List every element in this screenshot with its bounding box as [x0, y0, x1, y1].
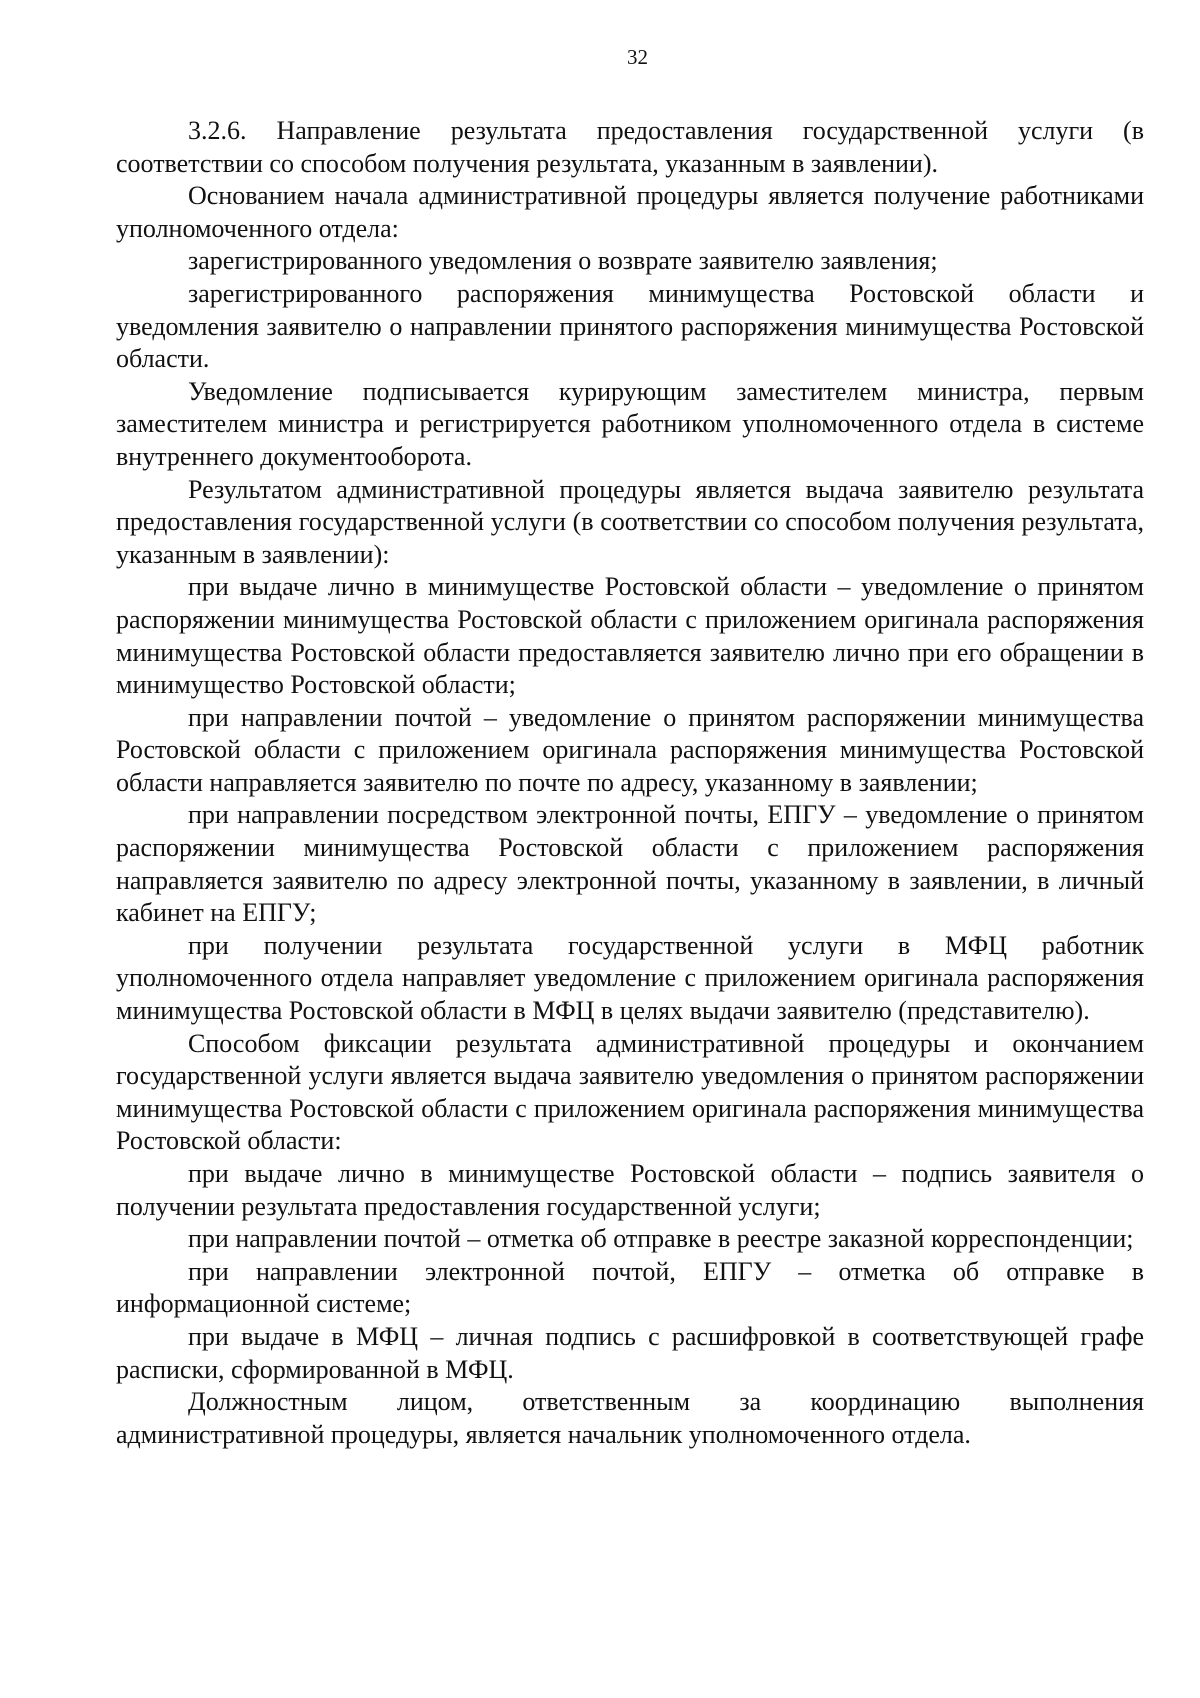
paragraph: Способом фиксации результата административной процедуры и окончанием государственной услуги является выдача заявителю уведомления о принятом распоряжении минимущества Ростовской области с приложением оригинала распоряжения минимущества Ростовской области:	[116, 1028, 1144, 1156]
paragraph: зарегистрированного распоряжения минимущества Ростовской области и уведомления заявителю о направлении принятого распоряжения минимущества Ростовской области.	[116, 278, 1144, 374]
paragraph: Результатом административной процедуры является выдача заявителю результата предоставления государственной услуги (в соответствии со способом получения результата, указанным в заявлении):	[116, 474, 1144, 569]
paragraph: Должностным лицом, ответственным за координацию выполнения административной процедуры, является начальник уполномоченного отдела.	[116, 1387, 1144, 1449]
document-body	[116, 115, 1144, 1451]
paragraph: при выдаче в МФЦ – личная подпись с расшифровкой в соответствующей графе расписки, сформированной в МФЦ.	[116, 1321, 1144, 1384]
paragraph: при направлении почтой – отметка об отправке в реестре заказной корреспонденции;	[188, 1224, 1134, 1254]
paragraph: при выдаче лично в минимуществе Ростовской области – уведомление о принятом распоряжении минимущества Ростовской области с приложением оригинала распоряжения минимущества Ростовской области предоставляется заявителю лично при его обращении в минимущество Ростовской области;	[116, 572, 1144, 700]
paragraph-section-heading: 3.2.6. Направление результата предоставления государственной услуги (в соответствии со способом получения результата, указанным в заявлении).	[116, 116, 1144, 178]
paragraph: при направлении электронной почтой, ЕПГУ – отметка об отправке в информационной системе;	[116, 1256, 1144, 1319]
paragraph: при выдаче лично в минимуществе Ростовской области – подпись заявителя о получении результата предоставления государственной услуги;	[116, 1159, 1144, 1221]
paragraph: при получении результата государственной услуги в МФЦ работник уполномоченного отдела направляет уведомление с приложением оригинала распоряжения минимущества Ростовской области в МФЦ в целях выдачи заявителю (представителю).	[116, 930, 1144, 1026]
paragraph: Уведомление подписывается курирующим заместителем министра, первым заместителем министра и регистрируется работником уполномоченного отдела в системе внутреннего документооборота.	[116, 376, 1144, 471]
paragraph: при направлении посредством электронной почты, ЕПГУ – уведомление о принятом распоряжении минимущества Ростовской области с приложением распоряжения направляется заявителю по адресу электронной почты, указанному в заявлении, в личный кабинет на ЕПГУ;	[116, 800, 1144, 928]
page-number: 32	[627, 45, 648, 69]
paragraph: зарегистрированного уведомления о возврате заявителю заявления;	[188, 246, 938, 276]
paragraph: при направлении почтой – уведомление о принятом распоряжении минимущества Ростовской области с приложением оригинала распоряжения минимущества Ростовской области направляется заявителю по почте по адресу, указанному в заявлении;	[116, 702, 1144, 797]
paragraph: Основанием начала административной процедуры является получение работниками уполномоченного отдела:	[116, 181, 1144, 243]
